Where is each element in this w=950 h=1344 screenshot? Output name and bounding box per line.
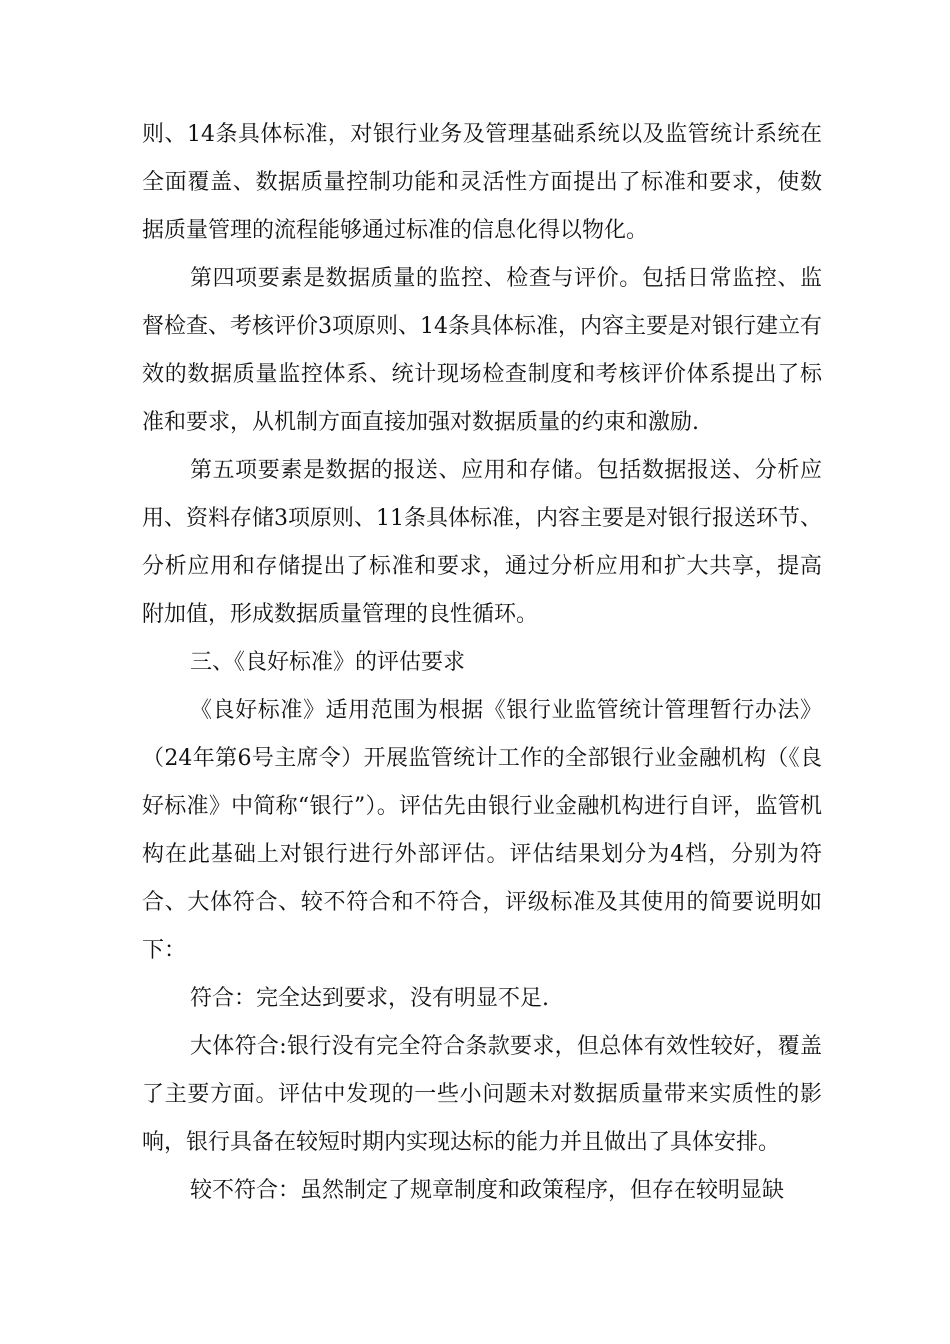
paragraph-continued-standards: 则、14条具体标准，对银行业务及管理基础系统以及监管统计系统在全面覆盖、数据质量控制功能和灵活性方面提出了标准和要求，使数据质量管理的流程能够通过标准的信息化得以物化。	[142, 122, 822, 243]
paragraph-element-five: 第五项要素是数据的报送、应用和存储。包括数据报送、分析应用、资料存储3项原则、11条具体标准，内容主要是对银行报送环节、分析应用和存储提出了标准和要求，通过分析应用和扩大共享，提高附加值，形成数据质量管理的良性循环。	[142, 458, 822, 627]
paragraph-compliant: 符合：完全达到要求，没有明显不足.	[190, 986, 549, 1011]
section-heading-evaluation: 三、《良好标准》的评估要求	[190, 650, 466, 675]
paragraph-less-compliant: 较不符合：虽然制定了规章制度和政策程序，但存在较明显缺	[190, 1178, 785, 1203]
paragraph-scope: 《良好标准》适用范围为根据《银行业监管统计管理暂行办法》（24年第6号主席令）开展监管统计工作的全部银行业金融机构（《良好标准》中简称“银行”）。评估先由银行业金融机构进行自评，监管机构在此基础上对银行进行外部评估。评估结果划分为4档，分别为符合、大体符合、较不符合和不符合，评级标准及其使用的简要说明如下：	[142, 698, 822, 963]
paragraph-largely-compliant: 大体符合:银行没有完全符合条款要求，但总体有效性较好，覆盖了主要方面。评估中发现的一些小问题未对数据质量带来实质性的影响，银行具备在较短时期内实现达标的能力并且做出了具体安排。	[142, 1034, 822, 1155]
document-page	[142, 111, 822, 1215]
paragraph-element-four: 第四项要素是数据质量的监控、检查与评价。包括日常监控、监督检查、考核评价3项原则、14条具体标准，内容主要是对银行建立有效的数据质量监控体系、统计现场检查制度和考核评价体系提出了标准和要求，从机制方面直接加强对数据质量的约束和激励.	[142, 266, 822, 435]
